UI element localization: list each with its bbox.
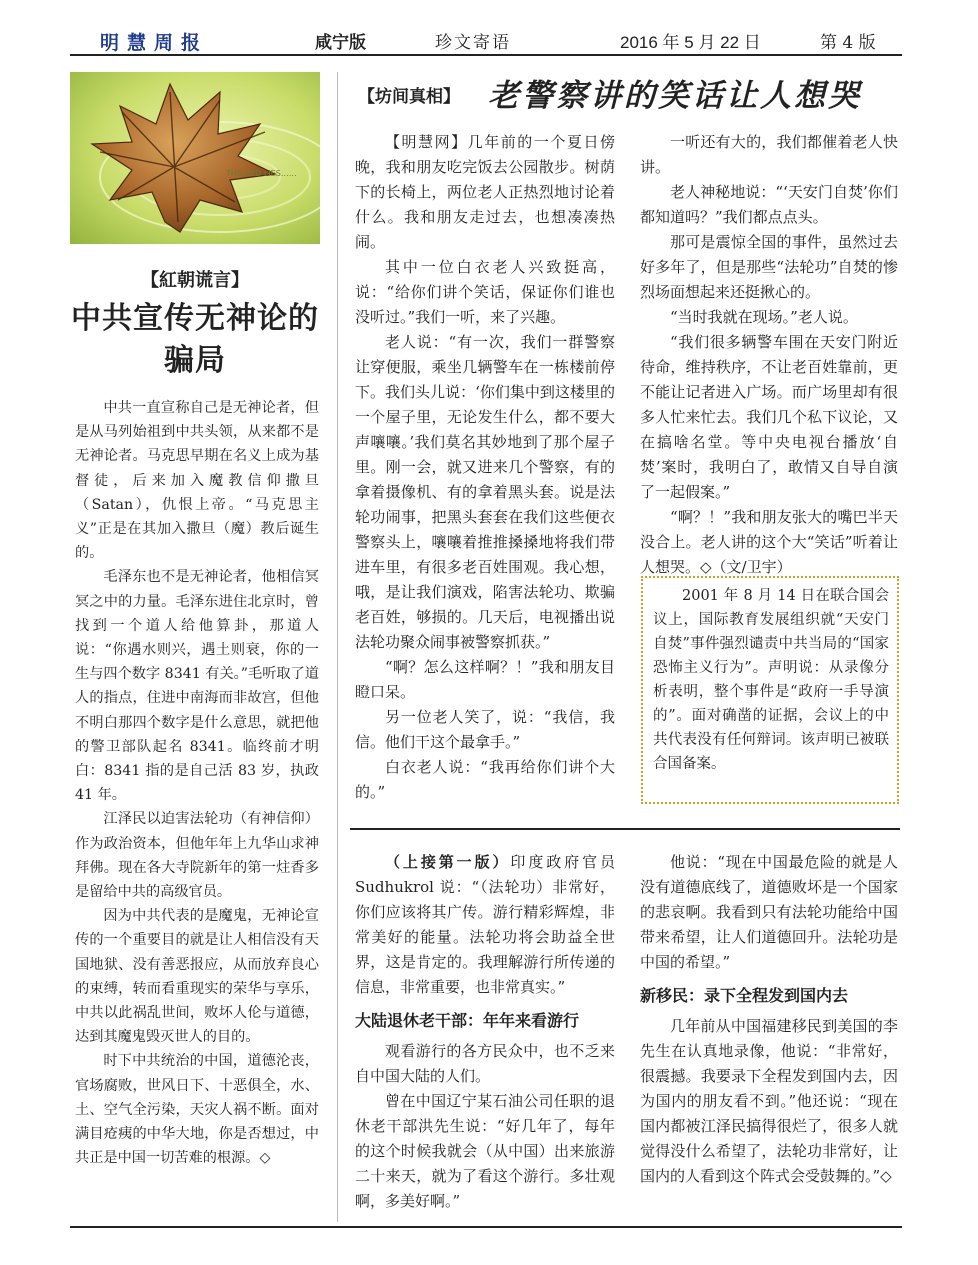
main-paragraph: 一听还有大的，我们都催着老人快讲。 (640, 133, 898, 176)
main-paragraph: “啊？怎么这样啊？！”我和朋友目瞪口呆。 (355, 658, 615, 701)
continued-paragraph (355, 850, 615, 1000)
sidebar-body (75, 396, 319, 1171)
sidebar-title (70, 298, 320, 382)
image-caption: THE RED LIES…… (226, 169, 297, 178)
continued-text: 印度政府官员 Sudhukrol 说：“（法轮功）非常好，你们应该将其广传。游行精彩辉煌，非常美好的能量。法轮功将会助益全世界，这是肯定的。我理解游行所传递的信息，非常重要，也非常真实。” (355, 853, 615, 996)
continued-column-2 (640, 850, 898, 1189)
header-rule (70, 54, 902, 56)
main-kicker: 【坊间真相】 (358, 87, 460, 107)
main-column-2 (640, 130, 898, 580)
main-paragraph: 那可是震惊全国的事件，虽然过去好多年了，但是那些“法轮功”自焚的惨烈场面想起来还挺揪心的。 (640, 233, 898, 301)
continued-paragraph: 几年前从中国福建移民到美国的李先生在认真地录像，他说：“非常好，很震撼。我要录下全程发到国内去，因为国内的朋友看不到。”他还说：“现在国内都被江泽民搞得很烂了，很多人就觉得没什么希望了，法轮功非常好，让国内的人看到这个阵式会受鼓舞的。”◇ (640, 1017, 898, 1185)
main-paragraph: “我们很多辆警车围在天安门附近待命，维持秩序，不让老百姓靠前，更不能让记者进入广场。而广场里却有很多人忙来忙去。我们几个私下议论，又在搞啥名堂。等中央电视台播放‘自焚’案时，我明白了，敢情又自导自演了一起假案。” (640, 333, 898, 501)
continued-paragraph: 他说：“现在中国最危险的就是人没有道德底线了，道德败坏是一个国家的悲哀啊。我看到只有法轮功能给中国带来希望，让人们道德回升。法轮功是中国的希望。” (640, 853, 898, 971)
continued-lead: （上接第一版） (385, 853, 511, 871)
main-paragraph: 其中一位白衣老人兴致挺高，说：“给你们讲个笑话，保证你们谁也没听过。”我们一听，来了兴趣。 (355, 258, 615, 326)
main-paragraph: “啊？！”我和朋友张大的嘴巴半天没合上。老人讲的这个大“笑话”听着让人想哭。◇（文/卫宇） (640, 508, 898, 576)
continued-paragraph: 观看游行的各方民众中，也不乏来自中国大陆的人们。 (355, 1042, 615, 1085)
subhead-new-immigrant: 新移民：录下全程发到国内去 (640, 986, 849, 1005)
main-paragraph: 【明慧网】几年前的一个夏日傍晚，我和朋友吃完饭去公园散步。树荫下的长椅上，两位老人正热烈地讨论着什么。我和朋友走过去，也想凑凑热闹。 (355, 133, 615, 251)
continued-column-1 (355, 850, 615, 1214)
sidebar-title-line1: 中共宣传无神论的 (71, 301, 319, 336)
main-paragraph: “当时我就在现场。”老人说。 (670, 308, 858, 326)
sidebar-paragraph: 中共一直宣称自己是无神论者，但是从马列始祖到中共头领，从来都不是无神论者。马克思早期在名义上成为基督徒，后来加入魔教信仰撒旦（Satan），仇恨上帝。“马克思主义”正是在其加入撒旦（魔）教后诞生的。 (75, 400, 319, 562)
edition-label: 咸宁版 (315, 33, 366, 53)
autumn-leaf-image (70, 72, 320, 244)
section-rule (350, 828, 900, 830)
sidebar-title-line2: 骗局 (164, 343, 226, 378)
subhead-retired-cadre: 大陆退休老干部：年年来看游行 (355, 1011, 580, 1030)
sidebar-paragraph: 因为中共代表的是魔鬼，无神论宣传的一个重要目的就是让人相信没有天国地狱、没有善恶报应，从而放弃良心的束缚，转而看重现实的荣华与享乐，中共以此祸乱世间，败坏人伦与道德，达到其魔鬼毁灭世人的目的。 (75, 908, 319, 1046)
sidebar-paragraph: 江泽民以迫害法轮功（有神信仰）作为政治资本，但他年年上九华山求神拜佛。现在各大寺院新年的第一炷香多是留给中共的高级官员。 (75, 811, 319, 901)
main-paragraph: 另一位老人笑了，说：“我信，我信。他们干这个最拿手。” (355, 708, 615, 751)
sidebar-kicker: 【紅朝谎言】 (141, 270, 249, 291)
main-paragraph: 老人神秘地说：“‘天安门自焚’你们都知道吗？”我们都点点头。 (640, 183, 898, 226)
column-divider (337, 72, 338, 1222)
sidebar-paragraph: 时下中共统治的中国，道德沦丧，官场腐败，世风日下、十恶俱全，水、土、空气全污染，天灾人祸不断。面对满目疮痍的中华大地，你是否想过，中共正是中国一切苦难的根源。◇ (75, 1053, 319, 1167)
page-number: 第 4 版 (820, 33, 876, 53)
footer-rule (70, 1226, 902, 1228)
main-paragraph: 白衣老人说：“我再给你们讲个大的。” (355, 758, 615, 801)
sidebar-paragraph: 毛泽东也不是无神论者，他相信冥冥之中的力量。毛泽东进住北京时，曾找到一个道人给他算卦，那道人说：“你遇水则兴，遇土则衰，你的一生与四个数字 8341 有关。”毛听取了道人的指点，住进中南海而非故宫，但他不明白那四个数字是什么意思，就把他的警卫部队起名 8341。临终前才明白：8341 指的是自己活 83 岁，执政 41 年。 (75, 569, 319, 804)
callout-box (641, 576, 899, 804)
main-paragraph: 老人说：“有一次，我们一群警察让穿便服，乘坐几辆警车在一栋楼前停下。我们头儿说：‘你们集中到这楼里的一个屋子里，无论发生什么，都不要大声嚷嚷。’我们莫名其妙地到了那个屋子里。刚一会，就又进来几个警察，有的拿着摄像机、有的拿着黑头套。说是法轮功闹事，把黑头套套在我们这些便衣警察头上，嚷嚷着推推搡搡地将我们带进车里，有很多老百姓围观。我心想，哦，是让我们演戏，陷害法轮功、欺骗老百姓，够损的。几天后，电视播出说法轮功聚众闹事被警察抓获。” (355, 333, 615, 651)
main-title: 老警察讲的笑话让人想哭 (488, 78, 862, 114)
section-label: 珍文寄语 (435, 33, 511, 53)
page-header (70, 26, 900, 56)
callout-text: 2001 年 8 月 14 日在联合国会议上，国际教育发展组织就“天安门自焚”事件强烈谴责中共当局的“国家恐怖主义行为”。声明说：从录像分析表明，整个事件是“政府一手导演的”。面对确凿的证据，会议上的中共代表没有任何辩词。该声明已被联合国备案。 (653, 588, 889, 772)
issue-date: 2016 年 5 月 22 日 (620, 33, 761, 52)
main-column-1 (355, 130, 615, 805)
continued-paragraph: 曾在中国辽宁某石油公司任职的退休老干部洪先生说：“好几年了，每年的这个时候我就会（从中国）出来旅游二十来天，就为了看这个游行。多壮观啊，多美好啊。” (355, 1092, 615, 1210)
masthead: 明慧周报 (100, 32, 209, 54)
